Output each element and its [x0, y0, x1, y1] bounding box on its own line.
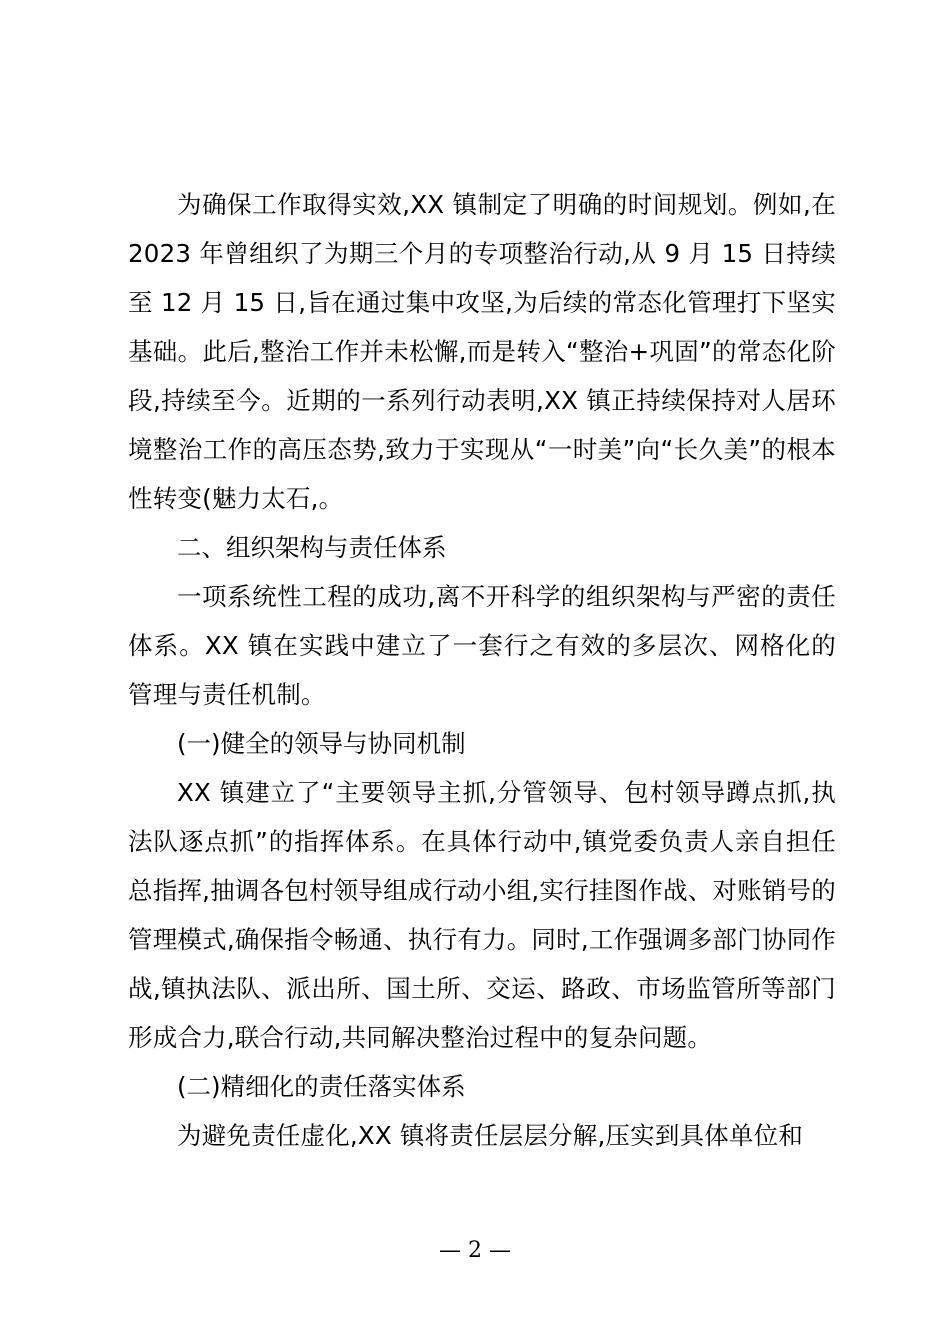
document-body: [128, 180, 836, 1160]
subheading-leadership-mechanism: (一)健全的领导与协同机制: [177, 729, 466, 758]
paragraph-responsibility-system: 为避免责任虚化,XX 镇将责任层层分解,压实到具体单位和: [177, 1121, 804, 1150]
paragraph-organization-intro: 一项系统性工程的成功,离不开科学的组织架构与严密的责任体系。XX 镇在实践中建立了一套行之有效的多层次、网格化的管理与责任机制。: [128, 582, 836, 709]
section-heading-organization: 二、组织架构与责任体系: [177, 533, 447, 562]
paragraph-time-plan: 为确保工作取得实效,XX 镇制定了明确的时间规划。例如,在 2023 年曾组织了为期三个月的专项整治行动,从 9 月 15 日持续至 12 月 15 日,旨在通过集中攻坚,为后续的常态化管理打下坚实基础。此后,整治工作并未松懈,而是转入“整治+巩固”的常态化阶段,持续至今。近期的一系列行动表明,XX 镇正持续保持对人居环境整治工作的高压态势,致力于实现从“一时美”向“长久美”的根本性转变(魅力太石,。: [128, 190, 836, 513]
page-number: — 2 —: [439, 1238, 511, 1263]
paragraph-leadership-mechanism: XX 镇建立了“主要领导主抓,分管领导、包村领导蹲点抓,执法队逐点抓”的指挥体系。在具体行动中,镇党委负责人亲自担任总指挥,抽调各包村领导组成行动小组,实行挂图作战、对账销号的管理模式,确保指令畅通、执行有力。同时,工作强调多部门协同作战,镇执法队、派出所、国土所、交运、路政、市场监管所等部门形成合力,联合行动,共同解决整治过程中的复杂问题。: [128, 778, 836, 1052]
subheading-responsibility-system: (二)精细化的责任落实体系: [177, 1072, 466, 1101]
